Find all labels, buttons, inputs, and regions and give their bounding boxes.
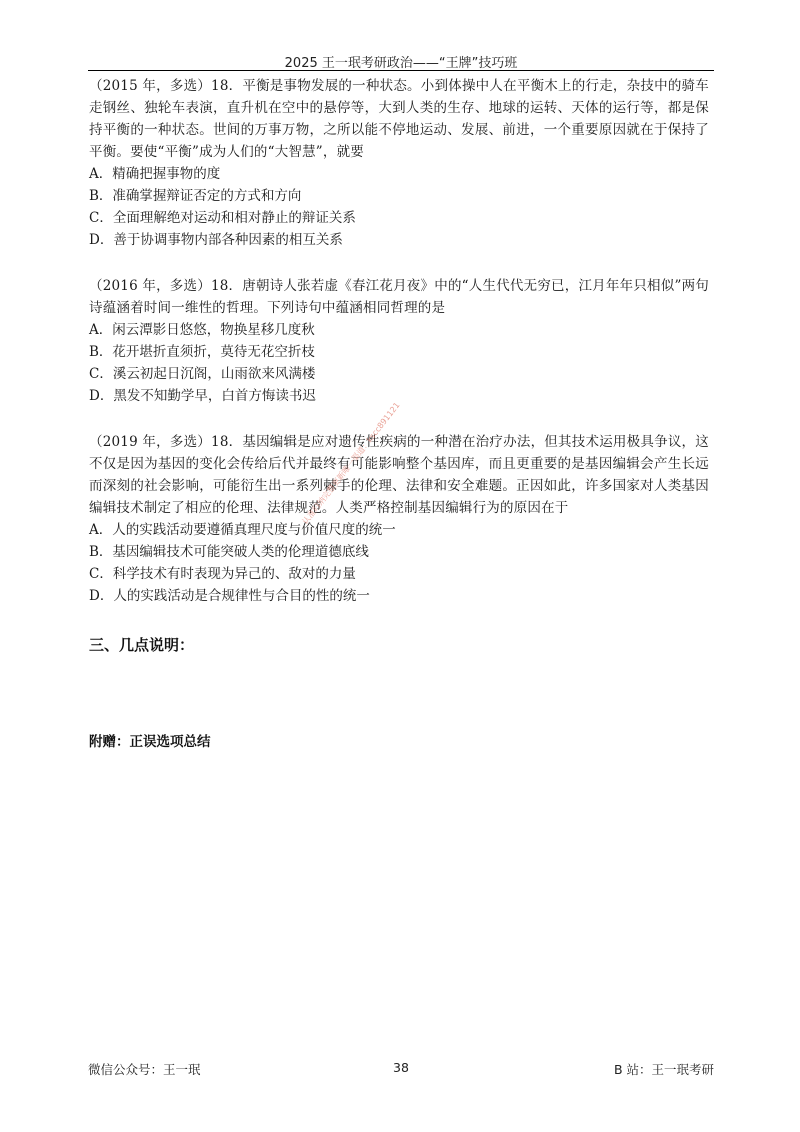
option-c: C．全面理解绝对运动和相对静止的辩证关系 (89, 210, 356, 226)
section-heading-notes: 三、几点说明： (89, 636, 195, 654)
question-2015 (89, 75, 709, 251)
question-2016 (89, 275, 709, 407)
appendix-heading: 附赠：正误选项总结 (89, 734, 211, 750)
option-b: B．花开堪折直须折，莫待无花空折枝 (89, 344, 315, 360)
question-stem: （2015 年，多选）18．平衡是事物发展的一种状态。小到体操中人在平衡木上的行走，杂技中的骑车走钢丝、独轮车表演，直升机在空中的悬停等，大到人类的生存、地球的运转、天体的运行等，都是保持平衡的一种状态。世间的万事万物，之所以能不停地运动、发展、前进，一个重要原因就在于保持了平衡。要使“平衡”成为人们的“大智慧”，就要 (89, 78, 709, 160)
option-b: B．准确掌握辩证否定的方式和方向 (89, 188, 302, 204)
option-d: D．黑发不知勤学早，白首方悔读书迟 (89, 388, 316, 404)
page-footer (88, 1060, 714, 1080)
question-stem: （2016 年，多选）18．唐朝诗人张若虚《春江花月夜》中的“人生代代无穷已，江月年年只相似”两句诗蕴涵着时间一维性的哲理。下列诗句中蕴涵相同哲理的是 (89, 278, 709, 316)
document-body (89, 75, 709, 631)
watermark-text: 认准归纳完整更新唯一渠道：kscc891121 (300, 400, 402, 527)
option-a: A．人的实践活动要遵循真理尺度与价值尺度的统一 (89, 522, 396, 538)
option-a: A．闲云潭影日悠悠，物换星移几度秋 (89, 322, 315, 338)
option-d: D．善于协调事物内部各种因素的相互关系 (89, 232, 343, 248)
option-c: C．溪云初起日沉阁，山雨欲来风满楼 (89, 366, 316, 382)
footer-wechat: 微信公众号：王一珉 (88, 1062, 201, 1077)
question-2019 (89, 431, 709, 607)
option-b: B．基因编辑技术可能突破人类的伦理道德底线 (89, 544, 369, 560)
question-stem: （2019 年，多选）18．基因编辑是应对遗传性疾病的一种潜在治疗办法，但其技术运用极具争议，这不仅是因为基因的变化会传给后代并最终有可能影响整个基因库，而且更重要的是基因编辑会产生长远而深刻的社会影响，可能衍生出一系列棘手的伦理、法律和安全难题。正因如此，许多国家对人类基因编辑技术制定了相应的伦理、法律规范。人类严格控制基因编辑行为的原因在于 (89, 434, 709, 516)
header-title: 2025 王一珉考研政治——“王牌”技巧班 (284, 56, 518, 71)
page-number: 38 (393, 1060, 409, 1075)
option-c: C．科学技术有时表现为异己的、敌对的力量 (89, 566, 356, 582)
option-d: D．人的实践活动是合规律性与合目的性的统一 (89, 588, 370, 604)
footer-bilibili: B 站：王一珉考研 (613, 1062, 714, 1077)
page-header (88, 0, 714, 71)
option-a: A．精确把握事物的度 (89, 166, 221, 182)
